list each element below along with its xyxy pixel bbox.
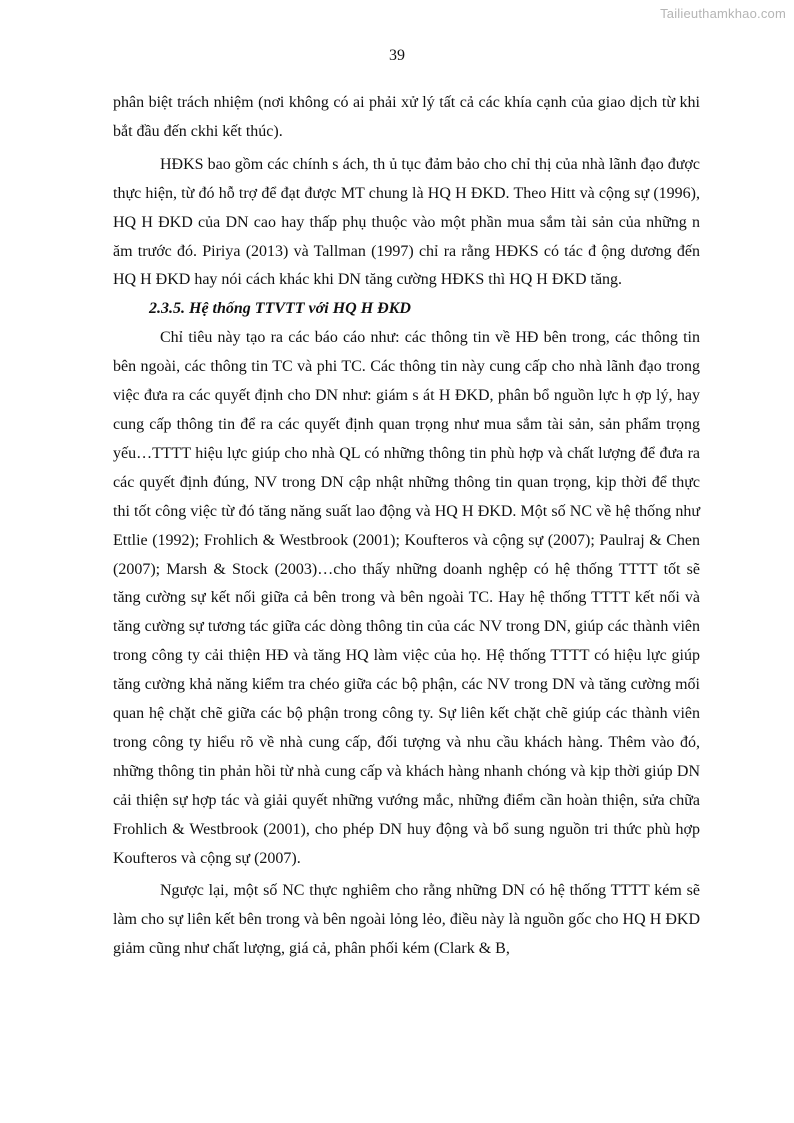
watermark: Tailieuthamkhao.com: [660, 6, 786, 21]
paragraph-hdks: HĐKS bao gồm các chính s ách, th ủ tục đảm bảo cho chỉ thị của nhà lãnh đạo được thực hiện, từ đó hỗ trợ để đạt được MT chung là HQ H ĐKD. Theo Hitt và cộng sự (1996), HQ H ĐKD của DN cao hay thấp phụ thuộc vào một phần mua sắm tài sản của những n ăm trước đó. Piriya (2013) và Tallman (1997) chỉ ra rằng HĐKS có tác đ ộng dương đến HQ H ĐKD hay nói cách khác khi DN tăng cường HĐKS thì HQ H ĐKD tăng.: [113, 155, 700, 289]
page-body: [113, 89, 700, 964]
page-number: 39: [389, 47, 405, 64]
paragraph-continuation: phân biệt trách nhiệm (nơi không có ai phải xử lý tất cả các khía cạnh của giao dịch từ khi bắt đầu đến ckhi kết thúc).: [113, 94, 700, 140]
paragraph-contrary-view: Ngược lại, một số NC thực nghiêm cho rằng những DN có hệ thống TTTT kém sẽ làm cho sự liên kết bên trong và bên ngoài lỏng lẻo, điều này là nguồn gốc cho HQ H ĐKD giảm cũng như chất lượng, giá cả, phân phối kém (Clark & B,: [113, 882, 700, 958]
paragraph-information-system: Chỉ tiêu này tạo ra các báo cáo như: các thông tin về HĐ bên trong, các thông tin bên ngoài, các thông tin TC và phi TC. Các thông tin này cung cấp cho nhà lãnh đạo trong việc đưa ra các quyết định cho DN như: giám s át H ĐKD, phân bổ nguồn lực h ợp lý, hay cung cấp thông tin để ra các quyết định quan trọng như mua sắm tài sản, sản phẩm trọng yếu…TTTT hiệu lực giúp cho nhà QL có những thông tin phù hợp và chất lượng để đưa ra các quyết định đúng, NV trong DN cập nhật những thông tin quan trọng, kịp thời để thực thi tốt công việc từ đó tăng năng suất lao động và HQ H ĐKD. Một số NC về hệ thống như Ettlie (1992); Frohlich & Westbrook (2001); Koufteros và cộng sự (2007); Paulraj & Chen (2007); Marsh & Stock (2003)…cho thấy những doanh nghệp có hệ thống TTTT tốt sẽ tăng cường sự kết nối giữa cả bên trong và bên ngoài TC. Hay hệ thống TTTT kết nối và tăng cường sự tương tác giữa các dòng thông tin của các NV trong DN, giúp các thành viên trong công ty cải thiện HĐ và tăng HQ làm việc của họ. Hệ thống TTTT có hiệu lực giúp tăng cường khả năng kiểm tra chéo giữa các bộ phận, các NV trong DN và tăng cường mối quan hệ chặt chẽ giữa các bộ phận trong công ty. Sự liên kết chặt chẽ giúp các thành viên trong công ty hiểu rõ về nhà cung cấp, đối tượng và nhu cầu khách hàng. Thêm vào đó, những thông tin phản hồi từ nhà cung cấp và khách hàng nhanh chóng và kịp thời giúp DN cải thiện sự hợp tác và giải quyết những vướng mắc, những điểm cần hoàn thiện, sửa chữa Frohlich & Westbrook (2001), cho phép DN huy động và bổ sung nguồn tri thức phù hợp Koufteros và cộng sự (2007).: [113, 329, 700, 867]
section-heading: 2.3.5. Hệ thống TTVTT với HQ H ĐKD: [149, 300, 411, 318]
